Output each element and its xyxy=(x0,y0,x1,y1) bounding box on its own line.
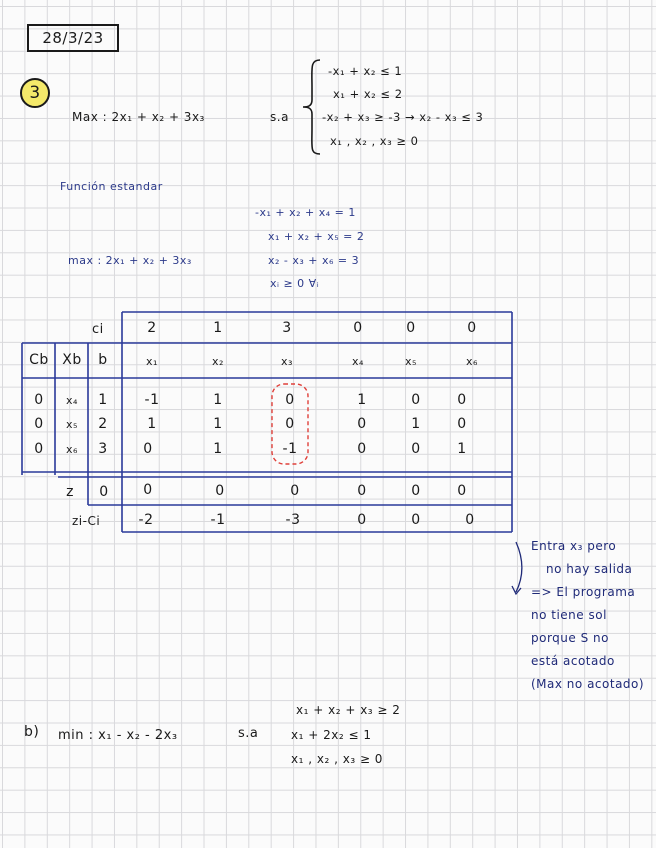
zc-label: zi-Ci xyxy=(72,514,101,528)
ci-label: ci xyxy=(92,322,104,337)
var-header: x₆ xyxy=(466,355,478,368)
row-value: 0 xyxy=(285,392,295,408)
row-b: 1 xyxy=(98,392,108,408)
note-line: no hay salida xyxy=(546,562,633,576)
row-value: 0 xyxy=(457,392,467,408)
note-line: (Max no acotado) xyxy=(531,677,645,691)
var-header: x₁ xyxy=(146,355,158,368)
standard-constraint-3: x₂ - x₃ + x₆ = 3 xyxy=(268,254,360,267)
standard-constraint-2: x₁ + x₂ + x₅ = 2 xyxy=(268,230,365,243)
problem-number-badge: 3 xyxy=(20,78,50,108)
row-xb: x₄ xyxy=(66,394,78,407)
standard-form-heading: Función estandar xyxy=(60,180,163,193)
ci-value: 1 xyxy=(213,320,223,336)
row-xb: x₅ xyxy=(66,418,78,431)
note-line: está acotado xyxy=(531,654,615,668)
cb-header: Cb xyxy=(29,352,49,368)
b-header: b xyxy=(98,352,108,368)
row-value: 1 xyxy=(147,416,157,432)
zc-value: -1 xyxy=(210,512,226,528)
z-label: z xyxy=(66,484,74,500)
note-line: no tiene sol xyxy=(531,608,607,622)
z-value: 0 xyxy=(143,482,153,498)
row-value: 0 xyxy=(357,416,367,432)
zc-value: 0 xyxy=(357,512,367,528)
row-value: -1 xyxy=(144,392,160,408)
row-b: 3 xyxy=(98,441,108,457)
standard-constraint-1: -x₁ + x₂ + x₄ = 1 xyxy=(255,206,356,219)
constraint-1: -x₁ + x₂ ≤ 1 xyxy=(328,64,403,78)
row-value: 1 xyxy=(411,416,421,432)
var-header: x₅ xyxy=(405,355,417,368)
constraint-3: -x₂ + x₃ ≥ -3 → x₂ - x₃ ≤ 3 xyxy=(322,110,484,124)
note-line: => El programa xyxy=(531,585,636,599)
z-b-value: 0 xyxy=(99,484,109,500)
row-value: 0 xyxy=(411,392,421,408)
row-value: 0 xyxy=(285,416,295,432)
part-b-nonneg: x₁ , x₂ , x₃ ≥ 0 xyxy=(291,752,383,766)
ci-value: 0 xyxy=(467,320,477,336)
z-value: 0 xyxy=(357,483,367,499)
row-xb: x₆ xyxy=(66,443,78,456)
part-b-objective: min : x₁ - x₂ - 2x₃ xyxy=(58,728,178,743)
standard-nonneg: xᵢ ≥ 0 ∀ᵢ xyxy=(270,277,320,290)
xb-header: Xb xyxy=(62,352,82,368)
note-line: Entra x₃ pero xyxy=(531,539,617,553)
zc-value: -3 xyxy=(285,512,301,528)
row-value: -1 xyxy=(282,441,298,457)
row-value: 0 xyxy=(457,416,467,432)
subject-to-label: s.a xyxy=(270,110,289,124)
row-value: 0 xyxy=(143,441,153,457)
objective-function: Max : 2x₁ + x₂ + 3x₃ xyxy=(72,110,205,124)
note-line: porque S no xyxy=(531,631,609,645)
var-header: x₂ xyxy=(212,355,224,368)
constraint-2: x₁ + x₂ ≤ 2 xyxy=(333,87,403,101)
row-value: 1 xyxy=(357,392,367,408)
row-cb: 0 xyxy=(34,416,44,432)
standard-objective: max : 2x₁ + x₂ + 3x₃ xyxy=(68,254,192,267)
z-value: 0 xyxy=(215,483,225,499)
part-b-label: b) xyxy=(24,724,40,740)
row-cb: 0 xyxy=(34,441,44,457)
ci-value: 2 xyxy=(147,320,157,336)
row-value: 0 xyxy=(357,441,367,457)
zc-value: 0 xyxy=(411,512,421,528)
constraint-nonneg: x₁ , x₂ , x₃ ≥ 0 xyxy=(330,134,419,148)
row-cb: 0 xyxy=(34,392,44,408)
z-value: 0 xyxy=(411,483,421,499)
z-value: 0 xyxy=(457,483,467,499)
zc-value: -2 xyxy=(138,512,154,528)
part-b-constraint-2: x₁ + 2x₂ ≤ 1 xyxy=(291,728,372,742)
ci-value: 3 xyxy=(282,320,292,336)
row-b: 2 xyxy=(98,416,108,432)
row-value: 1 xyxy=(213,392,223,408)
date-label: 28/3/23 xyxy=(27,24,119,52)
row-value: 1 xyxy=(213,441,223,457)
var-header: x₃ xyxy=(281,355,293,368)
row-value: 0 xyxy=(411,441,421,457)
ci-value: 0 xyxy=(353,320,363,336)
z-value: 0 xyxy=(290,483,300,499)
zc-value: 0 xyxy=(465,512,475,528)
part-b-constraint-1: x₁ + x₂ + x₃ ≥ 2 xyxy=(296,703,401,717)
row-value: 1 xyxy=(457,441,467,457)
var-header: x₄ xyxy=(352,355,364,368)
ci-value: 0 xyxy=(406,320,416,336)
row-value: 1 xyxy=(213,416,223,432)
part-b-subject-to: s.a xyxy=(238,726,259,741)
